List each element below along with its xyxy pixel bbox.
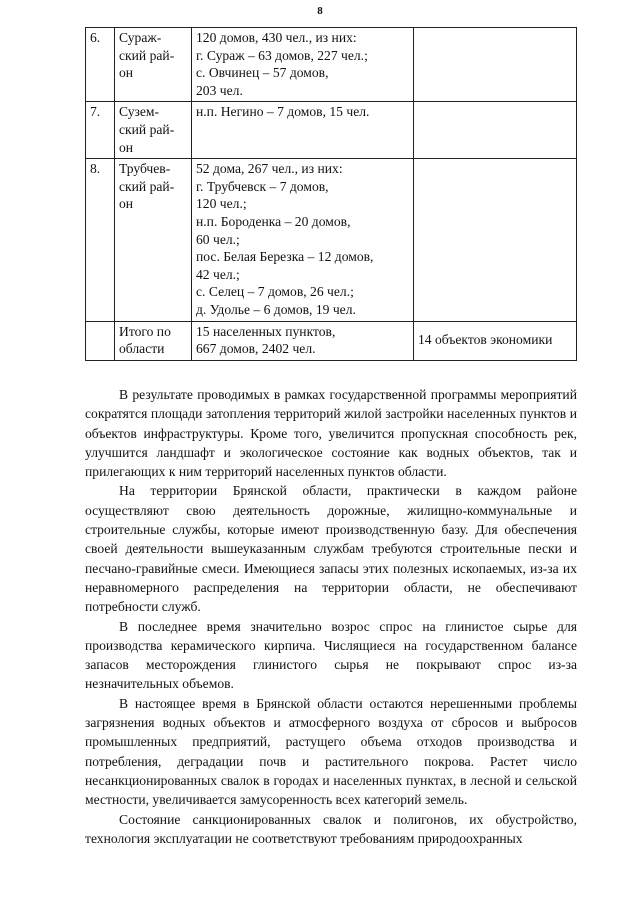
row-number: 7. — [86, 102, 115, 159]
district-table — [85, 27, 577, 361]
homes-cell: 120 домов, 430 чел., из них: г. Сураж – 63 домов, 227 чел.; с. Овчинец – 57 домов, 203 чел. — [192, 28, 414, 102]
row-number — [86, 321, 115, 360]
paragraph: В последнее время значительно возрос спрос на глинистое сырье для производства керамического кирпича. Числящиеся на государственном балансе запасов месторождения глинистого сырья не покрывают спрос из-за незначительных объемов. — [85, 618, 577, 692]
paragraph: Состояние санкционированных свалок и полигонов, их обустройство, технология эксплуатации не соответствуют требованиям природоохранных — [85, 811, 577, 846]
district-cell: Сузем- ский рай- он — [115, 102, 192, 159]
district-cell: Трубчев- ский рай- он — [115, 159, 192, 321]
table-row-total — [86, 321, 577, 360]
economy-cell — [414, 102, 577, 159]
paragraph: В результате проводимых в рамках государственной программы мероприятий сократятся площади затопления территорий жилой застройки населенных пунктов и объектов инфраструктуры. Кроме того, увеличится пропускная способность рек, улучшится ландшафт и экологическое состояние как водных объектов, так и прилегающих к ним территорий населенных пунктов области. — [85, 387, 577, 480]
row-number: 6. — [86, 28, 115, 102]
homes-cell: 15 населенных пунктов, 667 домов, 2402 чел. — [192, 321, 414, 360]
body-text — [85, 385, 577, 848]
page-number: 8 — [317, 5, 323, 17]
paragraph: На территории Брянской области, практически в каждом районе осуществляют свою деятельность дорожные, жилищно-коммунальные и строительные службы, которые имеют производственную базу. Для обеспечения своей деятельности вышеуказанным службам требуются строительные пески и песчано-гравийные смеси. Имеющиеся запасы этих полезных ископаемых, из-за их неравномерного распределения на территории области, не обеспечивают потребности служб. — [85, 483, 577, 615]
district-cell: Сураж- ский рай- он — [115, 28, 192, 102]
table-row — [86, 102, 577, 159]
homes-cell: 52 дома, 267 чел., из них: г. Трубчевск – 7 домов, 120 чел.; н.п. Бороденка – 20 домов, 60 чел.; пос. Белая Березка – 12 домов, 42 чел.; с. Селец – 7 домов, 26 чел.; д. Удолье – 6 домов, 19 чел. — [192, 159, 414, 321]
table-row — [86, 159, 577, 321]
district-cell: Итого по области — [115, 321, 192, 360]
table-row — [86, 28, 577, 102]
paragraph: В настоящее время в Брянской области остаются нерешенными проблемы загрязнения водных объектов и атмосферного воздуха от сбросов и выбросов промышленных предприятий, растущего объема отходов производства и потребления, деградации почв и растительного покрова. Растет число несанкционированных свалок в городах и населенных пунктах, в лесной и сельской местности, увеличивается замусоренность всех категорий земель. — [85, 695, 577, 808]
economy-cell — [414, 28, 577, 102]
row-number: 8. — [86, 159, 115, 321]
economy-cell — [414, 159, 577, 321]
homes-cell: н.п. Негино – 7 домов, 15 чел. — [192, 102, 414, 159]
economy-cell: 14 объектов экономики — [414, 321, 577, 360]
